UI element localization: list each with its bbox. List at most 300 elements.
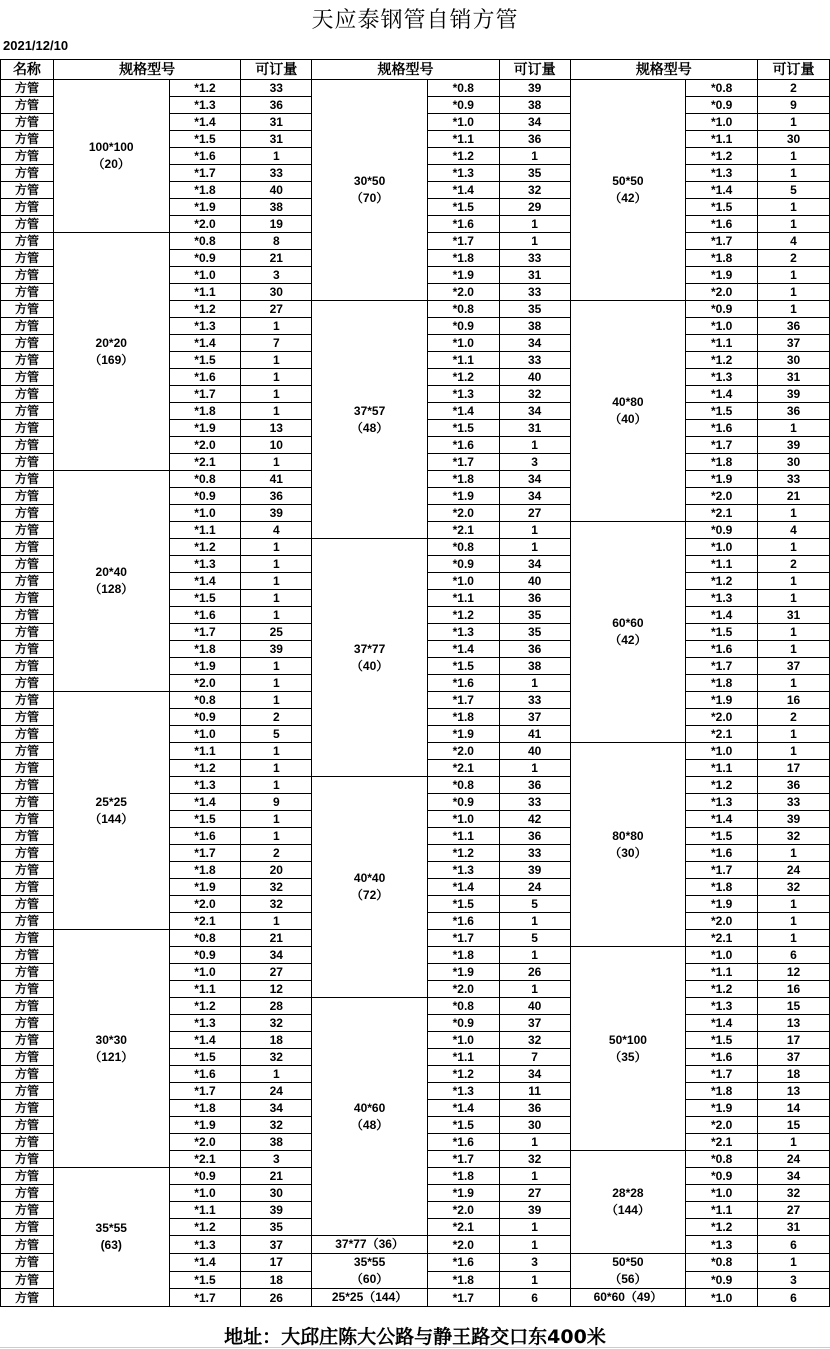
quantity-cell: 32 xyxy=(499,1032,570,1049)
thickness-cell: *1.0 xyxy=(169,1185,241,1202)
table-body xyxy=(1,80,830,1307)
quantity-cell: 33 xyxy=(499,845,570,862)
thickness-cell: *1.4 xyxy=(686,607,758,624)
quantity-cell: 34 xyxy=(499,488,570,505)
thickness-cell: *1.6 xyxy=(686,420,758,437)
quantity-cell: 10 xyxy=(241,437,312,454)
thickness-cell: *1.2 xyxy=(686,148,758,165)
thickness-cell: *2.0 xyxy=(686,1117,758,1134)
quantity-cell: 33 xyxy=(499,284,570,301)
quantity-cell: 40 xyxy=(499,573,570,590)
item-name-cell: 方管 xyxy=(1,267,54,284)
quantity-cell: 1 xyxy=(241,760,312,777)
thickness-cell: *1.8 xyxy=(427,1168,499,1185)
thickness-cell: *1.4 xyxy=(169,1032,241,1049)
quantity-cell: 39 xyxy=(758,386,830,403)
thickness-cell: *2.0 xyxy=(686,284,758,301)
thickness-cell: *0.9 xyxy=(427,556,499,573)
quantity-cell: 30 xyxy=(241,284,312,301)
quantity-cell: 1 xyxy=(758,641,830,658)
quantity-cell: 30 xyxy=(758,352,830,369)
quantity-cell: 38 xyxy=(499,97,570,114)
thickness-cell: *1.5 xyxy=(427,199,499,216)
quantity-cell: 12 xyxy=(241,981,312,998)
quantity-cell: 1 xyxy=(758,267,830,284)
item-name-cell: 方管 xyxy=(1,437,54,454)
group-label-cell: 37*57 （48） xyxy=(312,301,428,539)
thickness-cell: *1.5 xyxy=(686,403,758,420)
thickness-cell: *1.2 xyxy=(169,80,241,97)
quantity-cell: 35 xyxy=(499,301,570,318)
thickness-cell: *1.8 xyxy=(169,182,241,199)
thickness-cell: *1.4 xyxy=(427,641,499,658)
quantity-cell: 42 xyxy=(499,811,570,828)
thickness-cell: *1.0 xyxy=(169,267,241,284)
quantity-cell: 1 xyxy=(499,1134,570,1151)
thickness-cell: *1.6 xyxy=(427,913,499,930)
group-label-cell: 35*55 (63) xyxy=(53,1168,169,1307)
quantity-cell: 5 xyxy=(758,182,830,199)
quantity-cell: 34 xyxy=(499,1066,570,1083)
item-name-cell: 方管 xyxy=(1,420,54,437)
thickness-cell: *1.4 xyxy=(427,1100,499,1117)
thickness-cell: *1.2 xyxy=(427,148,499,165)
item-name-cell: 方管 xyxy=(1,488,54,505)
item-name-cell: 方管 xyxy=(1,335,54,352)
quantity-cell: 1 xyxy=(758,675,830,692)
thickness-cell: *2.0 xyxy=(686,913,758,930)
quantity-cell: 1 xyxy=(499,233,570,250)
thickness-cell: *1.4 xyxy=(169,114,241,131)
item-name-cell: 方管 xyxy=(1,1100,54,1117)
thickness-cell: *1.1 xyxy=(169,981,241,998)
thickness-cell: *2.0 xyxy=(427,1202,499,1219)
thickness-cell: *1.3 xyxy=(427,862,499,879)
thickness-cell: *1.8 xyxy=(427,471,499,488)
quantity-cell: 1 xyxy=(758,624,830,641)
thickness-cell: *2.1 xyxy=(427,1219,499,1236)
thickness-cell: *1.4 xyxy=(169,794,241,811)
thickness-cell: *1.0 xyxy=(427,573,499,590)
quantity-cell: 31 xyxy=(758,607,830,624)
thickness-cell: *0.8 xyxy=(427,539,499,556)
thickness-cell: *0.8 xyxy=(169,471,241,488)
group-label-cell: 20*20 （169） xyxy=(53,233,169,471)
thickness-cell: *1.2 xyxy=(686,352,758,369)
thickness-cell: *1.2 xyxy=(686,1219,758,1236)
quantity-cell: 35 xyxy=(241,1219,312,1236)
group-label-cell: 60*60（49） xyxy=(570,1289,686,1307)
quantity-cell: 1 xyxy=(241,607,312,624)
quantity-cell: 36 xyxy=(758,403,830,420)
quantity-cell: 30 xyxy=(241,1185,312,1202)
header-qty-1: 可订量 xyxy=(241,60,312,80)
item-name-cell: 方管 xyxy=(1,675,54,692)
item-name-cell: 方管 xyxy=(1,777,54,794)
quantity-cell: 1 xyxy=(499,981,570,998)
item-name-cell: 方管 xyxy=(1,1254,54,1272)
thickness-cell: *0.8 xyxy=(169,233,241,250)
thickness-cell: *1.9 xyxy=(427,488,499,505)
quantity-cell: 1 xyxy=(241,675,312,692)
item-name-cell: 方管 xyxy=(1,1049,54,1066)
quantity-cell: 31 xyxy=(241,114,312,131)
thickness-cell: *1.9 xyxy=(686,267,758,284)
quantity-cell: 26 xyxy=(499,964,570,981)
header-row xyxy=(1,60,830,80)
thickness-cell: *1.7 xyxy=(169,386,241,403)
quantity-cell: 39 xyxy=(241,641,312,658)
item-name-cell: 方管 xyxy=(1,386,54,403)
group-label-cell: 40*40 （72） xyxy=(312,777,428,998)
quantity-cell: 20 xyxy=(241,862,312,879)
thickness-cell: *1.9 xyxy=(169,879,241,896)
item-name-cell: 方管 xyxy=(1,199,54,216)
thickness-cell: *1.4 xyxy=(686,811,758,828)
thickness-cell: *2.1 xyxy=(169,454,241,471)
thickness-cell: *1.6 xyxy=(686,845,758,862)
quantity-cell: 16 xyxy=(758,981,830,998)
thickness-cell: *1.1 xyxy=(169,284,241,301)
quantity-cell: 15 xyxy=(758,998,830,1015)
thickness-cell: *1.0 xyxy=(427,114,499,131)
thickness-cell: *1.7 xyxy=(427,930,499,947)
thickness-cell: *1.3 xyxy=(686,1236,758,1254)
quantity-cell: 15 xyxy=(758,1117,830,1134)
thickness-cell: *1.4 xyxy=(169,1254,241,1272)
thickness-cell: *1.6 xyxy=(169,148,241,165)
thickness-cell: *0.9 xyxy=(169,488,241,505)
header-spec-3: 规格型号 xyxy=(570,60,757,80)
thickness-cell: *1.3 xyxy=(686,590,758,607)
quantity-cell: 1 xyxy=(499,1271,570,1289)
quantity-cell: 1 xyxy=(241,352,312,369)
quantity-cell: 1 xyxy=(758,539,830,556)
thickness-cell: *1.3 xyxy=(686,165,758,182)
thickness-cell: *0.9 xyxy=(427,1015,499,1032)
quantity-cell: 3 xyxy=(499,1254,570,1272)
group-label-cell: 30*50 （70） xyxy=(312,80,428,301)
quantity-cell: 2 xyxy=(758,709,830,726)
quantity-cell: 32 xyxy=(241,1117,312,1134)
quantity-cell: 32 xyxy=(499,386,570,403)
thickness-cell: *0.9 xyxy=(427,794,499,811)
quantity-cell: 18 xyxy=(241,1271,312,1289)
thickness-cell: *1.4 xyxy=(169,573,241,590)
quantity-cell: 1 xyxy=(499,216,570,233)
quantity-cell: 36 xyxy=(241,488,312,505)
quantity-cell: 5 xyxy=(499,930,570,947)
quantity-cell: 18 xyxy=(758,1066,830,1083)
thickness-cell: *1.1 xyxy=(686,335,758,352)
quantity-cell: 3 xyxy=(241,1151,312,1168)
quantity-cell: 34 xyxy=(499,403,570,420)
quantity-cell: 5 xyxy=(499,896,570,913)
header-spec-2: 规格型号 xyxy=(312,60,499,80)
quantity-cell: 34 xyxy=(499,114,570,131)
item-name-cell: 方管 xyxy=(1,862,54,879)
thickness-cell: *1.8 xyxy=(686,250,758,267)
thickness-cell: *0.9 xyxy=(686,301,758,318)
thickness-cell: *1.1 xyxy=(169,1202,241,1219)
quantity-cell: 1 xyxy=(241,148,312,165)
thickness-cell: *2.1 xyxy=(686,930,758,947)
item-name-cell: 方管 xyxy=(1,352,54,369)
quantity-cell: 38 xyxy=(499,318,570,335)
quantity-cell: 1 xyxy=(758,165,830,182)
item-name-cell: 方管 xyxy=(1,726,54,743)
thickness-cell: *1.8 xyxy=(686,1083,758,1100)
thickness-cell: *2.1 xyxy=(169,913,241,930)
thickness-cell: *1.4 xyxy=(427,403,499,420)
quantity-cell: 1 xyxy=(241,828,312,845)
thickness-cell: *1.1 xyxy=(686,131,758,148)
thickness-cell: *1.3 xyxy=(686,998,758,1015)
item-name-cell: 方管 xyxy=(1,284,54,301)
quantity-cell: 1 xyxy=(758,148,830,165)
quantity-cell: 33 xyxy=(758,471,830,488)
thickness-cell: *1.3 xyxy=(169,1236,241,1254)
quantity-cell: 36 xyxy=(758,318,830,335)
thickness-cell: *1.8 xyxy=(169,1100,241,1117)
thickness-cell: *1.3 xyxy=(169,1015,241,1032)
item-name-cell: 方管 xyxy=(1,1289,54,1307)
quantity-cell: 1 xyxy=(241,386,312,403)
thickness-cell: *1.6 xyxy=(686,1049,758,1066)
quantity-cell: 26 xyxy=(241,1289,312,1307)
quantity-cell: 24 xyxy=(758,862,830,879)
header-qty-3: 可订量 xyxy=(758,60,830,80)
quantity-cell: 6 xyxy=(499,1289,570,1307)
item-name-cell: 方管 xyxy=(1,573,54,590)
quantity-cell: 39 xyxy=(241,1202,312,1219)
thickness-cell: *1.9 xyxy=(686,692,758,709)
quantity-cell: 31 xyxy=(499,420,570,437)
date-label: 2021/12/10 xyxy=(3,38,69,53)
quantity-cell: 21 xyxy=(758,488,830,505)
quantity-cell: 11 xyxy=(499,1083,570,1100)
thickness-cell: *1.9 xyxy=(169,658,241,675)
quantity-cell: 1 xyxy=(758,420,830,437)
quantity-cell: 30 xyxy=(758,454,830,471)
thickness-cell: *1.0 xyxy=(427,811,499,828)
thickness-cell: *1.1 xyxy=(686,556,758,573)
thickness-cell: *1.7 xyxy=(169,624,241,641)
quantity-cell: 27 xyxy=(499,1185,570,1202)
thickness-cell: *1.8 xyxy=(169,403,241,420)
thickness-cell: *0.9 xyxy=(686,1168,758,1185)
item-name-cell: 方管 xyxy=(1,505,54,522)
quantity-cell: 6 xyxy=(758,1236,830,1254)
quantity-cell: 36 xyxy=(499,131,570,148)
quantity-cell: 13 xyxy=(758,1083,830,1100)
item-name-cell: 方管 xyxy=(1,556,54,573)
quantity-cell: 24 xyxy=(499,879,570,896)
quantity-cell: 35 xyxy=(499,624,570,641)
quantity-cell: 39 xyxy=(758,437,830,454)
quantity-cell: 2 xyxy=(758,556,830,573)
thickness-cell: *1.3 xyxy=(686,794,758,811)
quantity-cell: 1 xyxy=(499,1219,570,1236)
quantity-cell: 1 xyxy=(241,811,312,828)
quantity-cell: 27 xyxy=(241,301,312,318)
quantity-cell: 19 xyxy=(241,216,312,233)
quantity-cell: 39 xyxy=(758,811,830,828)
thickness-cell: *1.1 xyxy=(427,1049,499,1066)
quantity-cell: 1 xyxy=(499,1168,570,1185)
item-name-cell: 方管 xyxy=(1,97,54,114)
thickness-cell: *1.8 xyxy=(427,947,499,964)
item-name-cell: 方管 xyxy=(1,318,54,335)
quantity-cell: 36 xyxy=(499,1100,570,1117)
quantity-cell: 3 xyxy=(758,1271,830,1289)
thickness-cell: *1.0 xyxy=(686,1185,758,1202)
group-label-cell: 37*77 （40） xyxy=(312,539,428,777)
thickness-cell: *1.8 xyxy=(169,862,241,879)
thickness-cell: *0.8 xyxy=(427,998,499,1015)
quantity-cell: 36 xyxy=(499,828,570,845)
thickness-cell: *0.8 xyxy=(427,777,499,794)
thickness-cell: *0.9 xyxy=(686,97,758,114)
thickness-cell: *1.5 xyxy=(686,624,758,641)
quantity-cell: 39 xyxy=(499,80,570,97)
item-name-cell: 方管 xyxy=(1,828,54,845)
quantity-cell: 1 xyxy=(758,1254,830,1272)
thickness-cell: *1.9 xyxy=(427,267,499,284)
quantity-cell: 1 xyxy=(758,301,830,318)
thickness-cell: *0.9 xyxy=(169,709,241,726)
group-label-cell: 50*50 （42） xyxy=(570,80,686,301)
item-name-cell: 方管 xyxy=(1,896,54,913)
quantity-cell: 33 xyxy=(499,352,570,369)
quantity-cell: 38 xyxy=(241,199,312,216)
quantity-cell: 2 xyxy=(758,80,830,97)
quantity-cell: 7 xyxy=(499,1049,570,1066)
thickness-cell: *1.5 xyxy=(427,896,499,913)
quantity-cell: 31 xyxy=(758,1219,830,1236)
thickness-cell: *1.6 xyxy=(427,675,499,692)
item-name-cell: 方管 xyxy=(1,658,54,675)
thickness-cell: *1.4 xyxy=(686,182,758,199)
item-name-cell: 方管 xyxy=(1,1032,54,1049)
thickness-cell: *1.4 xyxy=(169,335,241,352)
quantity-cell: 34 xyxy=(499,556,570,573)
quantity-cell: 1 xyxy=(758,114,830,131)
quantity-cell: 12 xyxy=(758,964,830,981)
thickness-cell: *1.5 xyxy=(427,658,499,675)
item-name-cell: 方管 xyxy=(1,471,54,488)
quantity-cell: 24 xyxy=(758,1151,830,1168)
thickness-cell: *2.0 xyxy=(169,1134,241,1151)
group-label-cell: 28*28 （144） xyxy=(570,1151,686,1254)
quantity-cell: 1 xyxy=(758,743,830,760)
item-name-cell: 方管 xyxy=(1,1083,54,1100)
group-label-cell: 60*60 （42） xyxy=(570,522,686,743)
thickness-cell: *1.6 xyxy=(686,641,758,658)
thickness-cell: *0.9 xyxy=(427,97,499,114)
quantity-cell: 1 xyxy=(499,539,570,556)
thickness-cell: *1.1 xyxy=(427,352,499,369)
item-name-cell: 方管 xyxy=(1,590,54,607)
quantity-cell: 1 xyxy=(241,913,312,930)
quantity-cell: 30 xyxy=(758,131,830,148)
address-footer: 地址：大邱庄陈大公路与静王路交口东400米 xyxy=(224,1326,606,1348)
quantity-cell: 9 xyxy=(758,97,830,114)
thickness-cell: *0.8 xyxy=(169,930,241,947)
quantity-cell: 32 xyxy=(241,1015,312,1032)
quantity-cell: 37 xyxy=(758,335,830,352)
thickness-cell: *1.2 xyxy=(686,777,758,794)
thickness-cell: *2.1 xyxy=(686,1134,758,1151)
thickness-cell: *1.8 xyxy=(169,641,241,658)
item-name-cell: 方管 xyxy=(1,403,54,420)
item-name-cell: 方管 xyxy=(1,454,54,471)
thickness-cell: *2.0 xyxy=(169,437,241,454)
quantity-cell: 36 xyxy=(499,590,570,607)
group-label-cell: 40*80 （40） xyxy=(570,301,686,522)
thickness-cell: *2.0 xyxy=(686,488,758,505)
thickness-cell: *1.4 xyxy=(427,182,499,199)
quantity-cell: 1 xyxy=(241,539,312,556)
quantity-cell: 40 xyxy=(499,369,570,386)
quantity-cell: 1 xyxy=(499,913,570,930)
group-label-cell: 35*55 （60） xyxy=(312,1254,428,1289)
item-name-cell: 方管 xyxy=(1,539,54,556)
thickness-cell: *2.1 xyxy=(169,1151,241,1168)
thickness-cell: *0.9 xyxy=(427,318,499,335)
thickness-cell: *1.0 xyxy=(427,1032,499,1049)
item-name-cell: 方管 xyxy=(1,624,54,641)
quantity-cell: 33 xyxy=(241,165,312,182)
item-name-cell: 方管 xyxy=(1,981,54,998)
thickness-cell: *1.7 xyxy=(427,454,499,471)
thickness-cell: *1.8 xyxy=(427,1271,499,1289)
item-name-cell: 方管 xyxy=(1,250,54,267)
thickness-cell: *1.9 xyxy=(427,726,499,743)
thickness-cell: *1.9 xyxy=(169,1117,241,1134)
thickness-cell: *0.8 xyxy=(427,80,499,97)
group-label-cell: 40*60 （48） xyxy=(312,998,428,1236)
quantity-cell: 41 xyxy=(499,726,570,743)
thickness-cell: *1.0 xyxy=(169,726,241,743)
quantity-cell: 32 xyxy=(241,1049,312,1066)
quantity-cell: 4 xyxy=(758,233,830,250)
group-label-cell: 25*25（144） xyxy=(312,1289,428,1307)
thickness-cell: *2.0 xyxy=(427,743,499,760)
thickness-cell: *2.0 xyxy=(427,981,499,998)
quantity-cell: 1 xyxy=(241,403,312,420)
quantity-cell: 3 xyxy=(499,454,570,471)
thickness-cell: *1.3 xyxy=(427,1083,499,1100)
item-name-cell: 方管 xyxy=(1,522,54,539)
thickness-cell: *2.0 xyxy=(427,505,499,522)
thickness-cell: *1.1 xyxy=(169,743,241,760)
thickness-cell: *1.7 xyxy=(686,437,758,454)
quantity-cell: 1 xyxy=(758,1134,830,1151)
thickness-cell: *1.3 xyxy=(169,97,241,114)
item-name-cell: 方管 xyxy=(1,743,54,760)
item-name-cell: 方管 xyxy=(1,1202,54,1219)
thickness-cell: *1.6 xyxy=(427,1254,499,1272)
thickness-cell: *0.8 xyxy=(169,692,241,709)
thickness-cell: *1.5 xyxy=(169,1049,241,1066)
quantity-cell: 27 xyxy=(758,1202,830,1219)
thickness-cell: *1.5 xyxy=(169,352,241,369)
item-name-cell: 方管 xyxy=(1,301,54,318)
thickness-cell: *1.5 xyxy=(169,590,241,607)
quantity-cell: 40 xyxy=(499,743,570,760)
quantity-cell: 39 xyxy=(241,505,312,522)
